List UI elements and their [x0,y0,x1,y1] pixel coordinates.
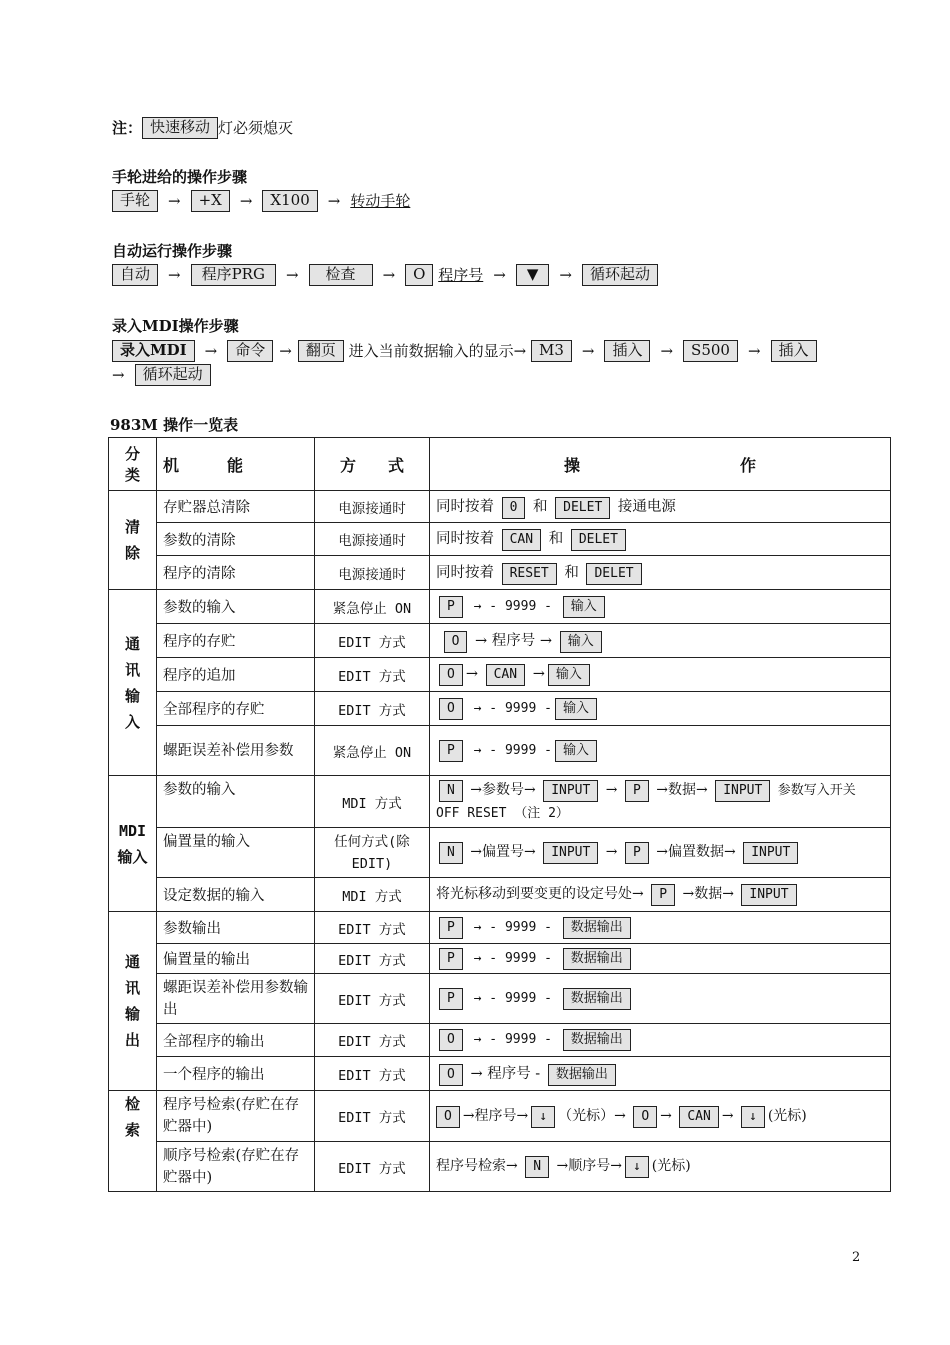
operation-cell: P → - 9999 - 输入 [430,726,891,776]
operation-cell: P → - 9999 - 数据输出 [430,944,891,974]
table-row [109,1091,891,1142]
operation-cell: 程序号检索→ N →顺序号→ ↓ (光标) [430,1142,891,1192]
operation-cell: O → - 9999 - 数据输出 [430,1024,891,1057]
key: 数据输出 [548,1064,616,1086]
note-line [112,116,293,140]
mdi-steps: 录入MDI → 命令 → 翻页 进入当前数据输入的显示→ M3 → 插入 → S500 → 插入 [112,339,817,363]
operation-cell: N →偏置号→ INPUT → P →偏置数据→ INPUT [430,828,891,878]
method-cell: EDIT 方式 [315,1091,430,1142]
key: 数据输出 [563,988,631,1010]
note-prefix: 注： [112,119,143,137]
method-cell: EDIT 方式 [315,1057,430,1091]
function-cell: 参数的输入 [157,776,315,828]
table-row [109,726,891,776]
key: 输入 [548,664,590,686]
key: O [633,1106,657,1128]
operation-cell: 同时按着 CAN 和 DELET [430,523,891,556]
check-key: 检查 [309,264,373,286]
key: 数据输出 [563,1029,631,1051]
header-method: 方 式 [315,438,430,491]
key: O [439,1029,463,1051]
key: CAN [679,1106,718,1128]
category-mdi-input: MDI输入 [109,776,157,912]
table-row [109,1142,891,1192]
key: N [525,1156,549,1178]
operation-cell: O → CAN → 输入 [430,658,891,692]
table-row [109,692,891,726]
function-cell: 一个程序的输出 [157,1057,315,1091]
function-cell: 螺距误差补偿用参数输出 [157,974,315,1024]
method-cell: EDIT 方式 [315,912,430,944]
key: CAN [502,529,541,551]
table-row [109,523,891,556]
key: INPUT [743,842,798,864]
method-cell: EDIT 方式 [315,624,430,658]
function-cell: 偏置量的输入 [157,828,315,878]
method-cell: EDIT 方式 [315,1142,430,1192]
method-cell: EDIT 方式 [315,658,430,692]
page-key: 翻页 [298,340,344,362]
key: N [439,842,463,864]
x100-key: X100 [262,190,317,212]
method-cell: 任何方式(除 EDIT) [315,828,430,878]
function-cell: 存贮器总清除 [157,491,315,523]
mdi-text: 进入当前数据输入的显示→ [348,342,527,360]
down-arrow-key: ↓ [741,1106,765,1128]
key: O [444,631,468,653]
key: O [439,1064,463,1086]
category-search: 检索 [109,1091,157,1192]
insert-key-2: 插入 [771,340,817,362]
key: INPUT [543,780,598,802]
function-cell: 程序的追加 [157,658,315,692]
table-row [109,1024,891,1057]
key: INPUT [715,780,770,802]
method-cell: MDI 方式 [315,878,430,912]
plus-x-key: +X [191,190,230,212]
mdi-title: 录入MDI操作步骤 [112,317,239,335]
note-text: 灯必须熄灭 [218,119,294,137]
operation-cell: O → 程序号 → 输入 [430,624,891,658]
handwheel-steps: 手轮 → +X → X100 → 转动手轮 [112,189,410,213]
function-cell: 程序号检索(存贮在存贮器中) [157,1091,315,1142]
auto-steps: 自动 → 程序PRG → 检查 → O 程序号 → ▼ → 循环起动 [112,263,658,287]
method-cell: EDIT 方式 [315,974,430,1024]
method-cell: EDIT 方式 [315,692,430,726]
cycle-start-key-2: 循环起动 [135,364,211,386]
table-row [109,658,891,692]
function-cell: 参数的清除 [157,523,315,556]
cycle-start-key: 循环起动 [582,264,658,286]
key: N [439,780,463,802]
table-row [109,590,891,624]
key: INPUT [741,884,796,906]
insert-key: 插入 [604,340,650,362]
table-row [109,974,891,1024]
down-arrow-key: ▼ [516,264,550,286]
method-cell: 紧急停止 ON [315,590,430,624]
method-cell: 电源接通时 [315,523,430,556]
function-cell: 全部程序的输出 [157,1024,315,1057]
table-row [109,944,891,974]
key: 数据输出 [563,917,631,939]
table-row [109,878,891,912]
table-row [109,828,891,878]
mdi-key: 录入MDI [112,340,195,362]
category-clear: 清除 [109,491,157,590]
function-cell: 设定数据的输入 [157,878,315,912]
key: O [436,1106,460,1128]
key: DELET [586,563,641,585]
key: INPUT [543,842,598,864]
function-cell: 偏置量的输出 [157,944,315,974]
table-header-row [109,438,891,491]
function-cell: 全部程序的存贮 [157,692,315,726]
key: P [439,988,463,1010]
operation-cell: P → - 9999 - 数据输出 [430,974,891,1024]
key: RESET [502,563,557,585]
key: O [439,664,463,686]
key: 0 [502,497,526,519]
method-cell: 电源接通时 [315,491,430,523]
operation-cell: P → - 9999 - 输入 [430,590,891,624]
table-title: 983M 操作一览表 [110,416,239,434]
operation-cell: P → - 9999 - 数据输出 [430,912,891,944]
auto-program-number: 程序号 [438,266,484,284]
key: O [439,698,463,720]
key: 输入 [555,698,597,720]
table-row [109,912,891,944]
key: 数据输出 [563,948,631,970]
function-cell: 程序的存贮 [157,624,315,658]
operation-cell: N →参数号→ INPUT → P →数据→ INPUT 参数写入开关 OFF RESET （注 2） [430,776,891,828]
key: CAN [486,664,525,686]
operation-cell: O → - 9999 - 输入 [430,692,891,726]
key: DELET [555,497,610,519]
category-comm-output: 通讯输出 [109,912,157,1091]
key: P [439,948,463,970]
method-cell: EDIT 方式 [315,1024,430,1057]
table-row [109,556,891,590]
mdi-steps-cont: → 循环起动 [112,363,211,387]
auto-key: 自动 [112,264,158,286]
category-comm-input: 通讯输入 [109,590,157,776]
key: DELET [571,529,626,551]
down-arrow-key: ↓ [625,1156,649,1178]
table-row [109,624,891,658]
key: P [625,842,649,864]
function-cell: 参数的输入 [157,590,315,624]
operation-cell: 将光标移动到要变更的设定号处→ P →数据→ INPUT [430,878,891,912]
auto-title: 自动运行操作步骤 [112,242,233,260]
method-cell: MDI 方式 [315,776,430,828]
function-cell: 程序的清除 [157,556,315,590]
key: P [439,740,463,762]
method-cell: EDIT 方式 [315,944,430,974]
key: 输入 [560,631,602,653]
function-cell: 螺距误差补偿用参数 [157,726,315,776]
key: 输入 [563,596,605,618]
header-category: 分类 [109,438,157,491]
table-row [109,1057,891,1091]
m3-key: M3 [531,340,572,362]
operation-cell: 同时按着 0 和 DELET 接通电源 [430,491,891,523]
header-operation: 操 作 [430,438,891,491]
method-cell: 紧急停止 ON [315,726,430,776]
key: P [651,884,675,906]
operation-cell: O →程序号→ ↓ （光标）→ O → CAN → ↓ (光标) [430,1091,891,1142]
operation-cell: O → 程序号 - 数据输出 [430,1057,891,1091]
program-prg-key: 程序PRG [191,264,276,286]
rapid-traverse-key: 快速移动 [142,117,218,139]
operation-cell: 同时按着 RESET 和 DELET [430,556,891,590]
key: P [439,917,463,939]
s500-key: S500 [683,340,738,362]
page-number: 2 [852,1250,861,1265]
method-cell: 电源接通时 [315,556,430,590]
handwheel-end: 转动手轮 [350,192,411,210]
key: 输入 [555,740,597,762]
function-cell: 参数输出 [157,912,315,944]
operation-table [108,437,891,1192]
command-key: 命令 [227,340,273,362]
key: P [625,780,649,802]
table-row [109,491,891,523]
key: P [439,596,463,618]
o-key: O [405,264,433,286]
handwheel-title: 手轮进给的操作步骤 [112,168,248,186]
function-cell: 顺序号检索(存贮在存贮器中) [157,1142,315,1192]
header-function: 机 能 [157,438,315,491]
down-arrow-key: ↓ [531,1106,555,1128]
table-row [109,776,891,828]
handwheel-key: 手轮 [112,190,158,212]
